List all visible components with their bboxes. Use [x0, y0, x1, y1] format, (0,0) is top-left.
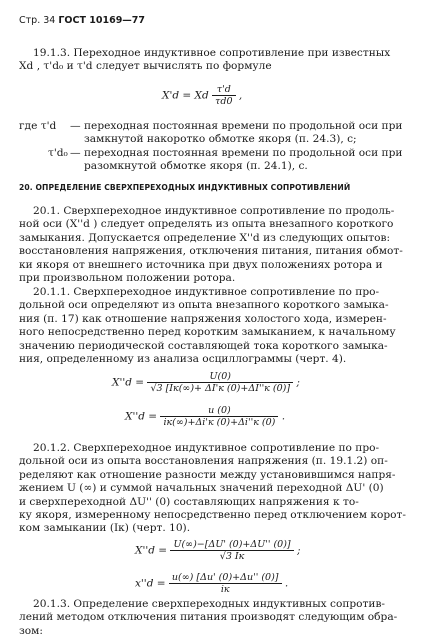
text-line: переходная постоянная времени по продольной оси при: [84, 147, 403, 159]
paragraph-20-1: [19, 205, 411, 285]
formula-tail: ,: [238, 89, 243, 102]
text-line: ния (п. 17) как отношение напряжения холостого хода, измерен-: [19, 312, 387, 325]
formula-transient-reactance: [162, 84, 242, 107]
formula-denominator: √3 [Iк(∞)+ ΔI'к (0)+ΔI''к (0)]: [150, 383, 291, 394]
text-line: ком замыкании (Iк) (черт. 10).: [19, 522, 191, 535]
section-heading: 20. ОПРЕДЕЛЕНИЕ СВЕРХПЕРЕХОДНЫХ ИНДУКТИВНЫХ СОПРОТИВЛЕНИЙ: [19, 183, 351, 192]
formula-subtransient-pu: [125, 405, 285, 428]
definition-dash: —: [70, 120, 81, 132]
formula-fraction: [170, 539, 293, 562]
formula-lhs: X''d =: [112, 376, 145, 389]
formula-lhs: X'd = Xd: [162, 89, 209, 102]
text-line: 20.1.3. Определение сверхпереходных индуктивных сопротив-: [33, 598, 386, 610]
text-line: и сверхпереходной ΔU'' (0) составляющих напряжения к то-: [19, 495, 359, 508]
formula-numerator: U(∞)−[ΔU' (0)+ΔU'' (0)]: [170, 539, 293, 551]
text-line: 19.1.3. Переходное индуктивное сопротивление при известных: [33, 47, 391, 59]
formula-lhs: X''d =: [125, 410, 158, 423]
formula-voltage-recovery-pu: [135, 572, 288, 595]
formula-fraction: [147, 371, 293, 394]
standard-number: ГОСТ 10169—77: [58, 15, 146, 26]
formula-subtransient-sc-current: [112, 371, 300, 394]
text-line: переходная постоянная времени по продольной оси при: [84, 120, 403, 132]
formula-tail: ;: [296, 376, 300, 389]
text-line: лений методом отключения питания производят следующим обра-: [19, 611, 398, 624]
text-line: восстановления напряжения, отключения питания, питания обмот-: [19, 245, 403, 258]
text-line: ки якоря от внешнего источника при двух положениях ротора и: [19, 258, 383, 271]
text-line: замыкания. Допускается определение X''d из следующих опытов:: [19, 231, 391, 244]
text-line: дольной оси определяют из опыта внезапного короткого замыка-: [19, 299, 389, 312]
paragraph-20-1-2: [19, 442, 411, 536]
formula-denominator: τd0: [215, 96, 233, 107]
formula-numerator: U(0): [147, 371, 293, 383]
formula-denominator: iк(∞)+Δi'к (0)+Δi''к (0): [163, 417, 276, 428]
formula-tail: .: [281, 410, 286, 423]
text-line: дольной оси из опыта восстановления напряжения (п. 19.1.2) оп-: [19, 455, 388, 468]
formula-fraction: [160, 405, 278, 428]
formula-tail: .: [284, 577, 289, 590]
text-line: 20.1.2. Сверхпереходное индуктивное сопротивление по про-: [33, 442, 380, 454]
formula-denominator: √3 Iк: [219, 551, 245, 562]
text-line: ния, определенному из анализа осциллограммы (черт. 4).: [19, 353, 347, 366]
text-line: ку якоря, измеренному непосредственно перед отключением корот-: [19, 509, 406, 522]
formula-lhs: x''d =: [135, 577, 166, 590]
formula-tail: ;: [296, 544, 301, 557]
definition-term: где τ'd: [19, 120, 57, 132]
definition-text: [84, 120, 414, 147]
formula-voltage-recovery: [135, 539, 301, 562]
text-line: Xd , τ'd₀ и τ'd следует вычислять по формуле: [19, 60, 272, 73]
text-line: ределяют как отношение разности между установившимся напря-: [19, 468, 396, 481]
text-line: ного непосредственно перед коротким замыканием, к начальному: [19, 326, 396, 339]
paragraph-19-1-3: [19, 47, 411, 74]
text-line: при произвольном положении ротора.: [19, 272, 236, 285]
paragraph-20-1-1: [19, 286, 411, 366]
formula-numerator: τ'd: [212, 84, 235, 96]
definition-text: [84, 147, 414, 174]
text-line: 20.1. Сверхпереходное индуктивное сопротивление по продоль-: [33, 205, 395, 217]
formula-lhs: X''d =: [135, 544, 168, 557]
text-line: 20.1.1. Сверхпереходное индуктивное сопротивление по про-: [33, 286, 380, 298]
page-label: Стр. 34: [19, 15, 56, 26]
formula-denominator: iк: [220, 584, 230, 595]
text-line: ной оси (X''d ) следует определять из опыта внезапного короткого: [19, 218, 394, 231]
text-line: значению периодической составляющей тока короткого замыка-: [19, 339, 388, 352]
text-line: замкнутой накоротко обмотке якоря (п. 24.3), с;: [84, 133, 357, 146]
paragraph-20-1-3: [19, 598, 411, 638]
formula-fraction: [212, 84, 235, 107]
formula-numerator: u (0): [160, 405, 278, 417]
page-header: [19, 15, 145, 26]
text-line: жением U (∞) и суммой начальных значений переходной ΔU' (0): [19, 482, 384, 495]
text-line: разомкнутой обмотке якоря (п. 24.1), с.: [84, 160, 308, 173]
definition-dash: —: [70, 147, 81, 159]
text-line: зом:: [19, 624, 43, 637]
formula-numerator: u(∞) [Δu' (0)+Δu'' (0)]: [169, 572, 282, 584]
formula-fraction: [169, 572, 282, 595]
definition-term: τ'd₀: [48, 147, 68, 159]
